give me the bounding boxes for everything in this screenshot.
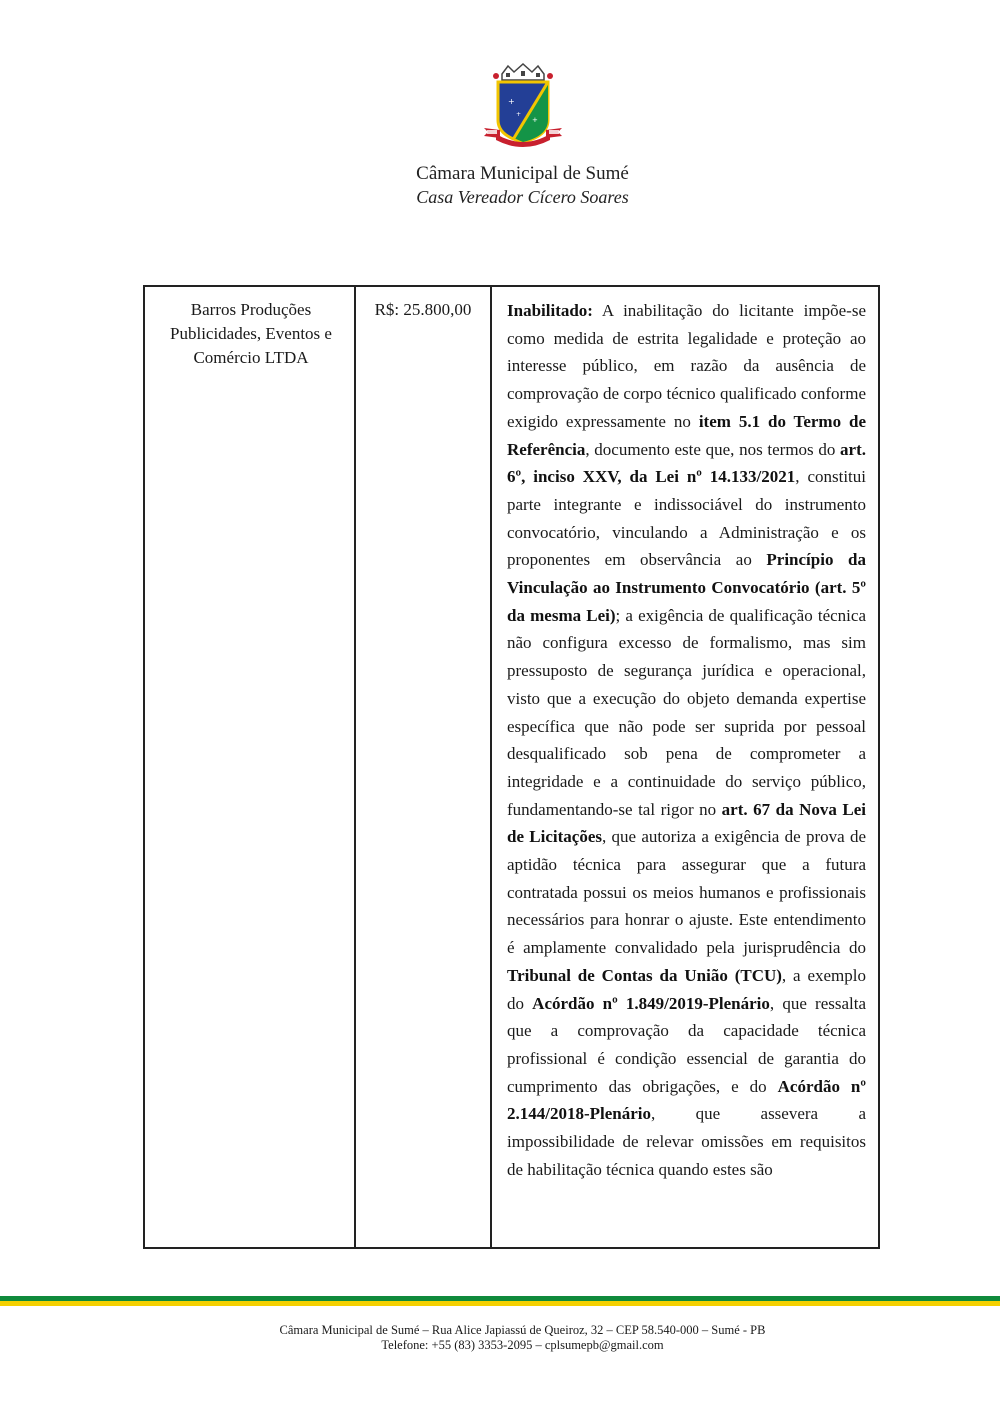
page-subtitle: Casa Vereador Cícero Soares	[416, 187, 629, 207]
text-segment: ; a exigência de qualificação técnica não configura excesso de formalismo, mas sim pressuposto de segurança jurídica e operacional, visto que a execução do objeto demanda expertise específica que não pode ser suprida por pessoal desqualificado sob pena de comprometer a integridade e a continuidade do serviço público, fundamentando-se tal rigor no	[507, 605, 866, 819]
text-emphasis: Princípio da Vinculação ao Instrumento Convocatório (art. 5º da mesma Lei)	[507, 550, 866, 625]
text-emphasis: art. 67 da Nova Lei de Licitações	[507, 799, 866, 847]
justification-cell	[507, 297, 866, 1184]
svg-text:+: +	[508, 97, 515, 106]
text-emphasis: Acórdão nº 1.849/2019-Plenário	[532, 993, 770, 1013]
text-segment: A inabilitação do licitante impõe-se como medida de estrita legalidade e proteção ao interesse público, em razão da ausência de comprovação de corpo técnico qualificado conforme exigido expressamente no	[507, 301, 866, 431]
text-segment: , a exemplo do	[507, 965, 866, 1013]
svg-text:+: +	[516, 111, 522, 118]
bid-value-cell: R$: 25.800,00	[374, 300, 472, 319]
column-divider	[490, 287, 492, 1247]
text-emphasis: Acórdão nº 2.144/2018-Plenário	[507, 1076, 866, 1124]
text-segment: , documento este que, nos termos do	[585, 439, 841, 459]
status-label: Inabilitado:	[507, 301, 593, 320]
text-segment: , que autoriza a exigência de prova de aptidão técnica para assegurar que a futura contratada possui os meios humanos e profissionais necessários para honrar o ajuste. Este entendimento é amplamente convalidado pela jurisprudência do	[507, 827, 866, 958]
bid-results-table	[143, 285, 880, 1249]
text-emphasis: Tribunal de Contas da União (TCU)	[507, 965, 782, 985]
page-title: Câmara Municipal de Sumé	[416, 163, 629, 184]
footer-contact: Telefone: +55 (83) 3353-2095 – cplsumepb@gmail.com	[381, 1338, 664, 1352]
footer-stripe-yellow	[0, 1301, 1000, 1306]
svg-text:+: +	[532, 116, 538, 124]
company-name-cell: Barros Produções Publicidades, Eventos e Comércio LTDA	[170, 300, 332, 367]
text-segment: , constitui parte integrante e indissociável do instrumento convocatório, vinculando a Administração e os proponentes em observância ao	[507, 467, 866, 570]
text-emphasis: item 5.1 do Termo de Referência	[507, 411, 866, 459]
footer-address: Câmara Municipal de Sumé – Rua Alice Japiassú de Queiroz, 32 – CEP 58.540-000 – Sumé - PB	[279, 1323, 766, 1337]
text-segment: , que assevera a impossibilidade de relevar omissões em requisitos de habilitação técnica quando estes são	[507, 1104, 866, 1179]
text-emphasis: art. 6º, inciso XXV, da Lei nº 14.133/2021	[507, 439, 866, 487]
text-segment: , que ressalta que a comprovação da capacidade técnica profissional é condição essencial de garantia do cumprimento das obrigações, e do	[507, 993, 867, 1096]
municipal-crest-icon	[478, 60, 568, 152]
column-divider	[354, 287, 356, 1247]
